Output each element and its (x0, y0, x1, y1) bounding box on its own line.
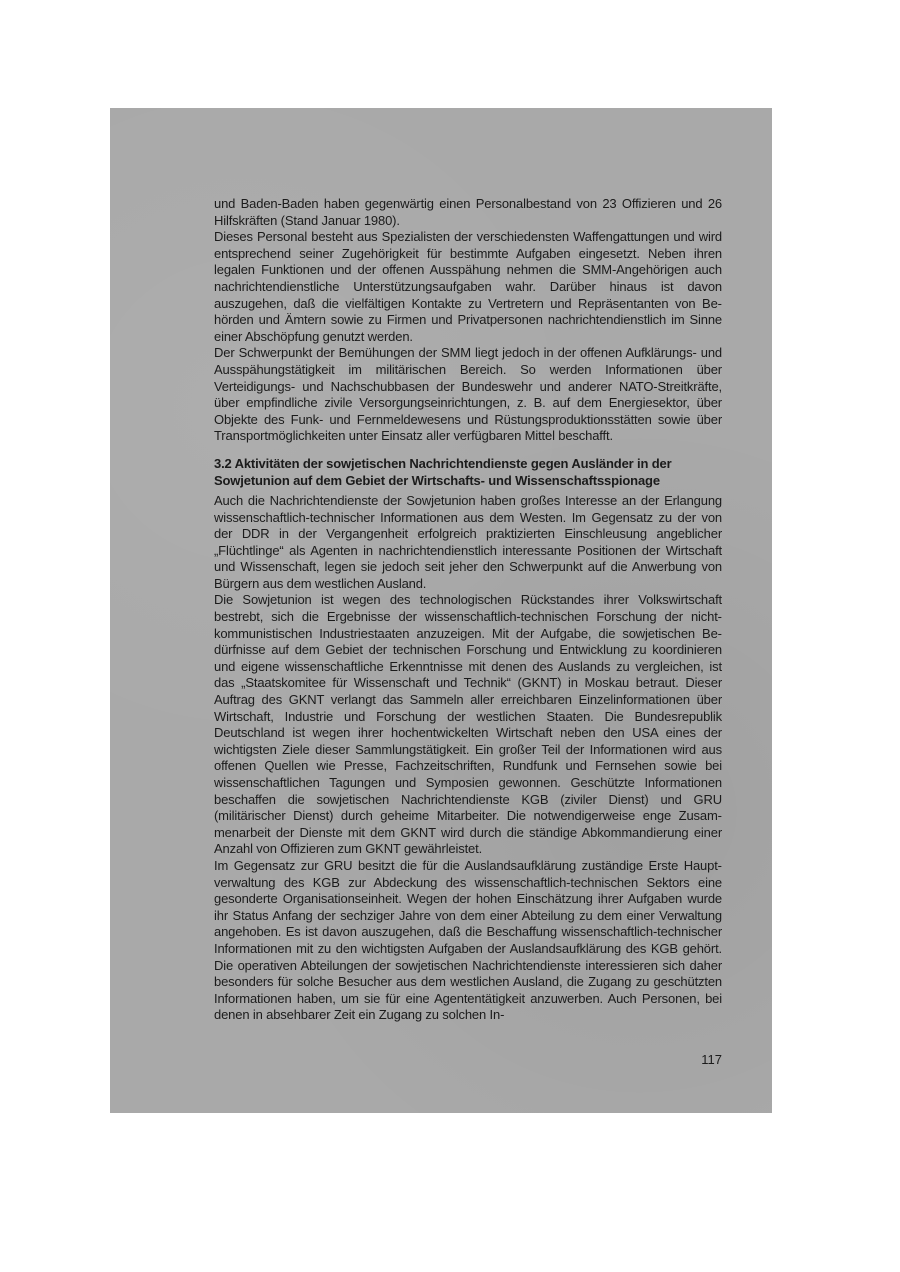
paragraph-1: und Baden-Baden haben gegenwärtig einen Personalbestand von 23 Offizieren und 26 Hilfskräften (Stand Januar 1980). (214, 196, 722, 228)
section-heading: 3.2 Aktivitäten der sowjetischen Nachrichtendienste gegen Ausländer in der Sowjetunion auf dem Gebiet der Wirtschafts- und Wissenschaftsspionage (214, 455, 672, 488)
paragraph-6: Im Gegensatz zur GRU besitzt die für die Auslandsaufklärung zuständige Erste Hauptverwaltung des KGB zur Abdeckung des wissenschaftlich-technischen Sektors eine gesonderte Organisationseinheit. Wegen der hohen Einschätzung ihrer Aufgaben wurde ihr Status Anfang der sechziger Jahre von dem einer Abteilung zu dem einer Verwaltung angehoben. Es ist davon auszugehen, daß die Beschaffung wissenschaftlich-technischer Informationen mit zu den wichtigsten Aufgaben der Auslandsaufklärung des KGB gehört. Die operativen Abteilungen der sowjetischen Nachrichtendienste interessieren sich daher besonders für solche Besucher aus dem westlichen Ausland, die Zugang zu geschützten Informationen haben, um sie für eine Agententätigkeit anzuwerben. Auch Personen, bei denen in absehbarer Zeit ein Zugang zu solchen In- (214, 857, 722, 1023)
page-number: 117 (701, 1052, 722, 1067)
paragraph-3: Der Schwerpunkt der Bemühungen der SMM liegt jedoch in der offenen Aufklärungs- und Ausspähungstätigkeit im militärischen Bereich. So werden Informationen über Verteidigungs- und Nachschubbasen der Bundeswehr und anderer NATO-Streitkräfte, über empfindliche zivile Versorgungseinrichtungen, z. B. auf dem Energiesektor, über Objekte des Funk- und Fernmeldewesens und Rüstungsproduktionsstätten sowie über Transportmöglichkeiten unter Einsatz aller verfügbaren Mittel beschafft. (214, 345, 722, 444)
page-body (214, 196, 722, 1024)
paragraph-5: Die Sowjetunion ist wegen des technologischen Rückstandes ihrer Volkswirtschaft bestrebt, sich die Ergebnisse der wissenschaftlich-technischen Forschung der nichtkommunistischen Industriestaaten anzuzeigen. Mit der Aufgabe, die sowjetischen Bedürfnisse auf dem Gebiet der technischen Forschung und Entwicklung zu koordinieren und eigene wissenschaftliche Erkenntnisse mit denen des Auslands zu vergleichen, ist das „Staatskomitee für Wissenschaft und Technik“ (GKNT) in Moskau betraut. Dieser Auftrag des GKNT verlangt das Sammeln aller erreichbaren Einzelinformationen über Wirtschaft, Industrie und Forschung der westlichen Staaten. Die Bundesrepublik Deutschland ist wegen ihrer hochentwickelten Wirtschaft neben den USA eines der wichtigsten Ziele dieser Sammlungstätigkeit. Ein großer Teil der Informationen wird aus offenen Quellen wie Presse, Fachzeitschriften, Rundfunk und Fernsehen sowie bei wissenschaftlichen Tagungen und Symposien gewonnen. Geschützte Informationen beschaffen die sowjetischen Nachrichtendienste KGB (ziviler Dienst) und GRU (militärischer Dienst) durch geheime Mitarbeiter. Die notwendigerweise enge Zusammenarbeit der Dienste mit dem GKNT wird durch die ständige Abkommandierung einer Anzahl von Offizieren zum GKNT gewährleistet. (214, 592, 722, 857)
paragraph-2: Dieses Personal besteht aus Spezialisten der verschiedensten Waffengattungen und wird entsprechend seiner Zugehörigkeit für bestimmte Aufgaben eingesetzt. Neben ihren legalen Funktionen und der offenen Ausspähung nehmen die SMM-Angehörigen auch nachrichtendienstliche Unterstützungsaufgaben wahr. Darüber hinaus ist davon auszugehen, daß die vielfältigen Kontakte zu Vertretern und Repräsentanten von Behörden und Ämtern sowie zu Firmen und Privatpersonen nachrichtendienstlich im Sinne einer Abschöpfung genutzt werden. (214, 229, 722, 344)
paragraph-4: Auch die Nachrichtendienste der Sowjetunion haben großes Interesse an der Erlangung wissenschaftlich-technischer Informationen aus dem Westen. Im Gegensatz zu der von der DDR in der Vergangenheit erfolgreich praktizierten Einschleusung angeblicher „Flüchtlinge“ als Agenten in nachrichtendienstlich interessante Positionen der Wirtschaft und Wissenschaft, legen sie jedoch seit jeher den Schwerpunkt auf die Anwerbung von Bürgern aus dem westlichen Ausland. (214, 492, 722, 591)
